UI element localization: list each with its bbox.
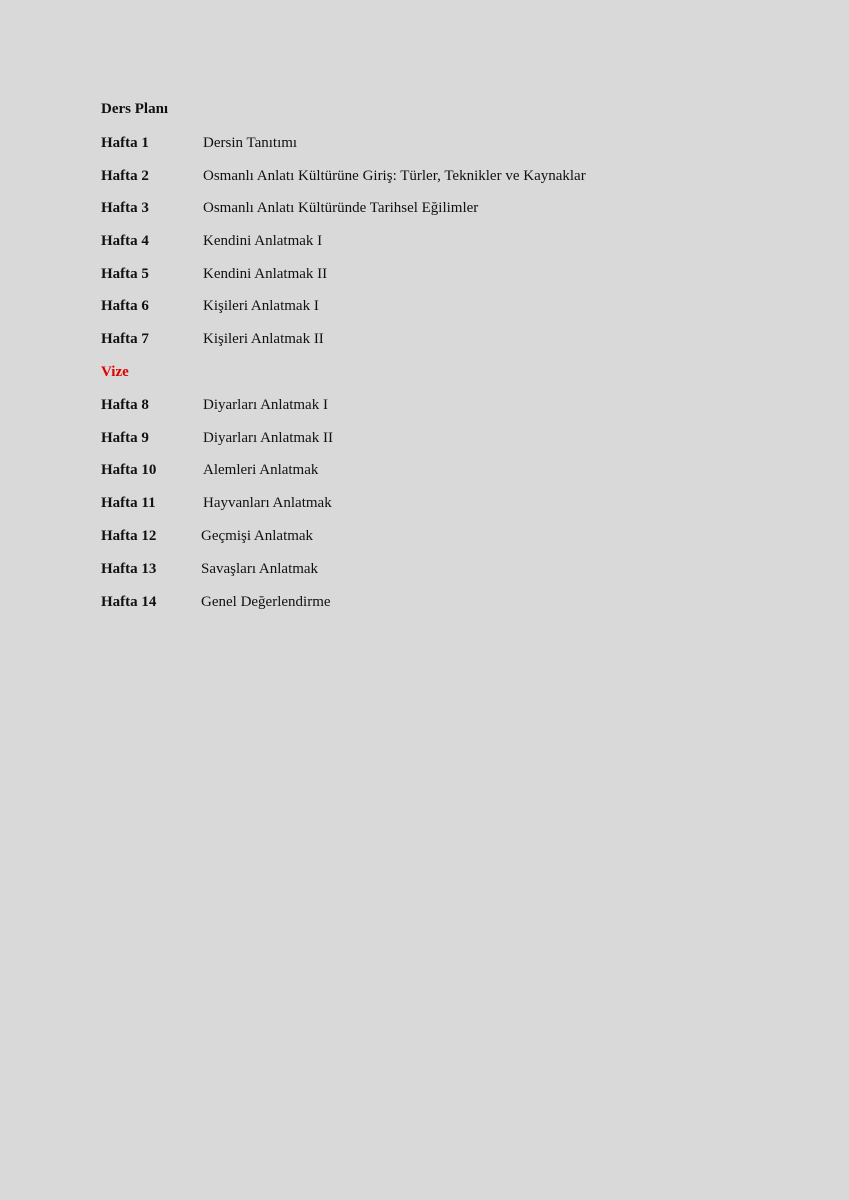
week-label: Hafta 1 (101, 135, 149, 151)
week-topic: Kendini Anlatmak II (203, 266, 328, 282)
week-label: Hafta 12 (101, 528, 157, 544)
week-label: Hafta 14 (101, 594, 157, 610)
week-topic: Genel Değerlendirme (201, 594, 331, 610)
week-label: Hafta 4 (101, 233, 149, 249)
week-label: Hafta 8 (101, 397, 149, 413)
week-topic: Alemleri Anlatmak (203, 462, 319, 478)
week-topic: Diyarları Anlatmak I (203, 397, 328, 413)
week-label: Hafta 9 (101, 430, 149, 446)
week-topic: Kişileri Anlatmak II (203, 331, 324, 347)
week-label: Hafta 7 (101, 331, 149, 347)
week-topic: Diyarları Anlatmak II (203, 430, 333, 446)
exam-label: Vize (101, 364, 129, 380)
week-topic: Osmanlı Anlatı Kültürüne Giriş: Türler, Teknikler ve Kaynaklar (203, 168, 586, 184)
week-topic: Osmanlı Anlatı Kültüründe Tarihsel Eğilimler (203, 200, 479, 216)
week-label: Hafta 2 (101, 168, 149, 184)
week-topic: Savaşları Anlatmak (201, 561, 319, 577)
week-topic: Kendini Anlatmak I (203, 233, 323, 249)
week-label: Hafta 11 (101, 495, 156, 511)
week-label: Hafta 3 (101, 200, 149, 216)
week-label: Hafta 13 (101, 561, 157, 577)
week-label: Hafta 6 (101, 298, 149, 314)
page-title: Ders Planı (101, 101, 169, 117)
week-topic: Kişileri Anlatmak I (203, 298, 319, 314)
week-topic: Geçmişi Anlatmak (201, 528, 314, 544)
week-topic: Hayvanları Anlatmak (203, 495, 332, 511)
week-label: Hafta 5 (101, 266, 149, 282)
week-label: Hafta 10 (101, 462, 157, 478)
week-topic: Dersin Tanıtımı (203, 135, 298, 151)
